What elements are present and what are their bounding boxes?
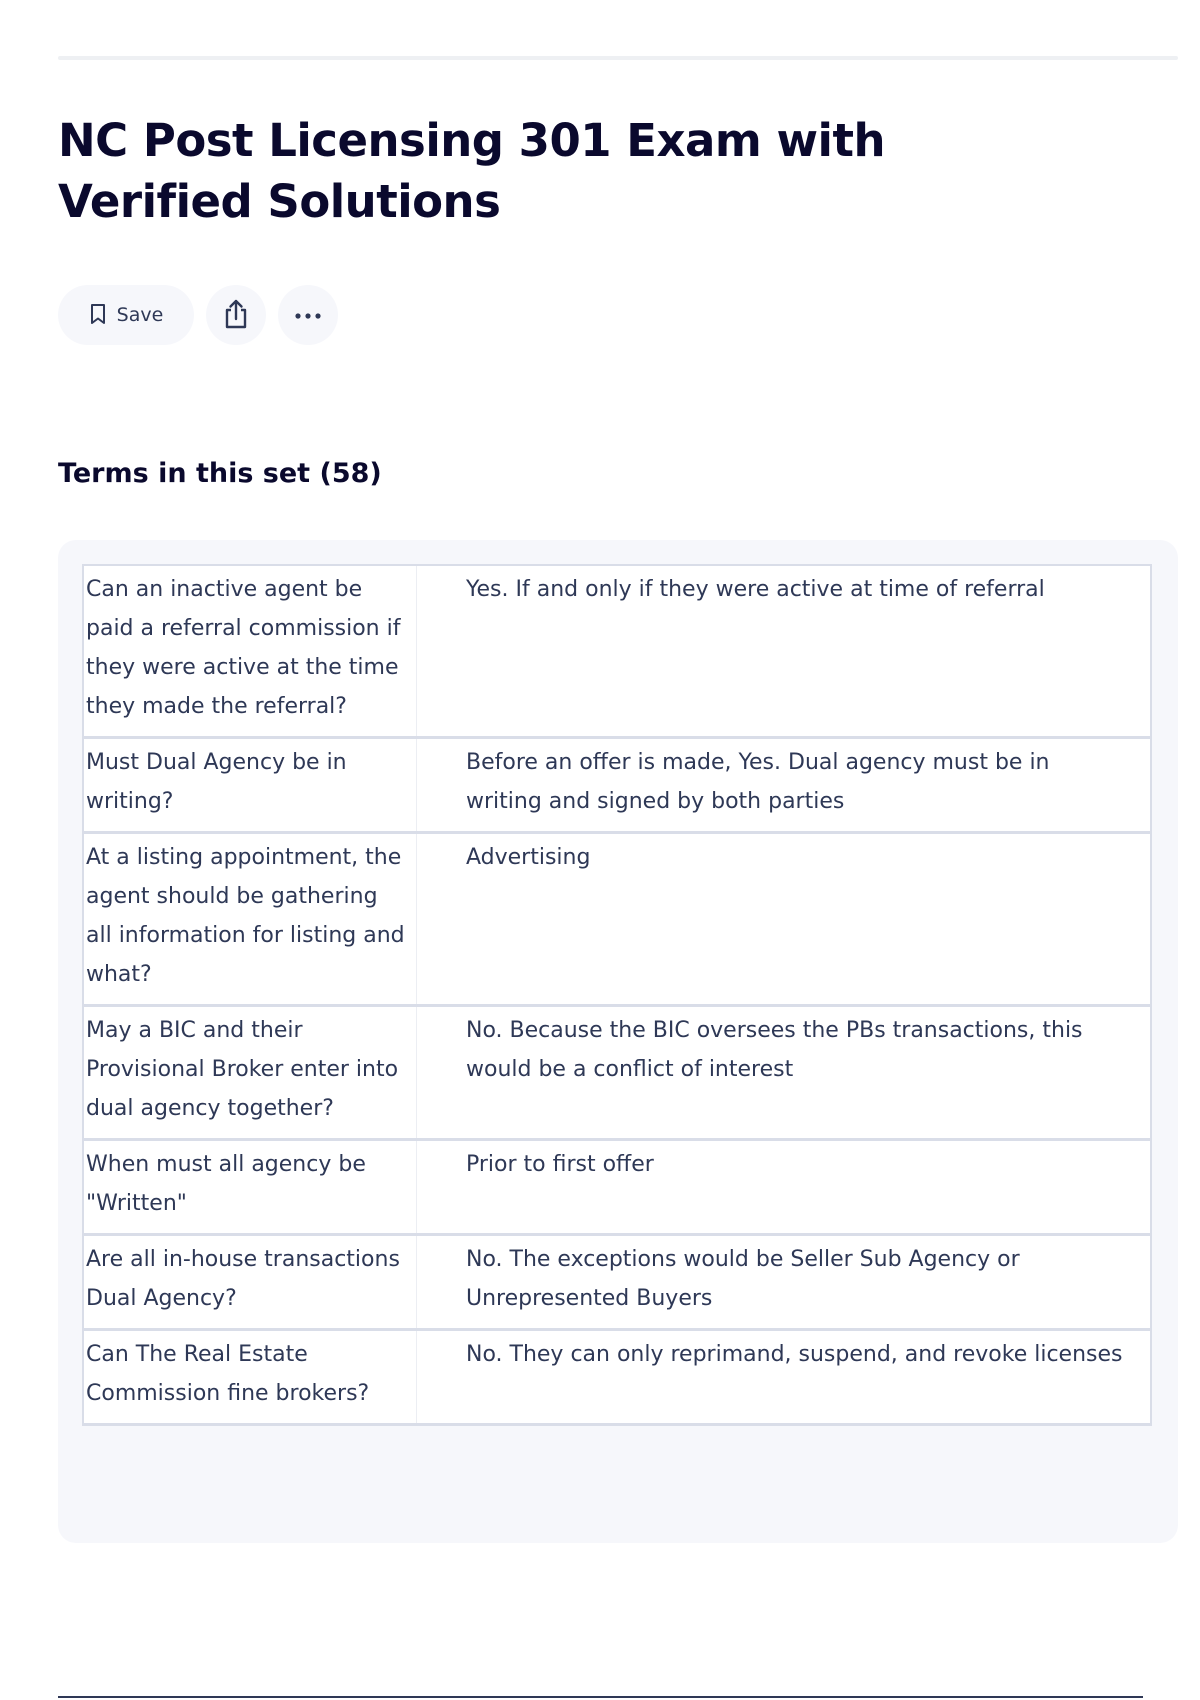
term-cell: When must all agency be "Written" (83, 1140, 417, 1235)
definition-cell: Yes. If and only if they were active at time of referral (466, 577, 1045, 602)
term-cell: Can an inactive agent be paid a referral commission if they were active at the time they made the referral? (83, 565, 417, 738)
term-cell: At a listing appointment, the agent should be gathering all information for listing and what? (83, 833, 417, 1006)
definition-cell: No. The exceptions would be Seller Sub Agency or Unrepresented Buyers (466, 1247, 1020, 1311)
terms-table (82, 564, 1152, 1426)
top-divider (58, 56, 1178, 60)
bottom-divider (58, 1696, 1143, 1698)
terms-heading: Terms in this set (58) (58, 458, 382, 489)
more-options-button[interactable] (278, 285, 338, 345)
save-label: Save (116, 304, 164, 326)
more-horizontal-icon (294, 308, 322, 323)
term-cell: Must Dual Agency be in writing? (83, 738, 417, 833)
page-title: NC Post Licensing 301 Exam with Verified Solutions (58, 114, 885, 228)
definition-cell: No. Because the BIC oversees the PBs transactions, this would be a conflict of interest (466, 1018, 1083, 1082)
term-cell: Are all in-house transactions Dual Agency? (83, 1235, 417, 1330)
definition-cell: Before an offer is made, Yes. Dual agency must be in writing and signed by both parties (466, 750, 1050, 814)
table-row (83, 1330, 1151, 1425)
definition-cell: Prior to first offer (466, 1152, 654, 1177)
table-row (83, 1006, 1151, 1140)
definition-cell: Advertising (466, 845, 591, 870)
bookmark-icon (89, 303, 107, 328)
term-cell: May a BIC and their Provisional Broker enter into dual agency together? (83, 1006, 417, 1140)
term-cell: Can The Real Estate Commission fine brokers? (83, 1330, 417, 1425)
table-row (83, 1235, 1151, 1330)
table-row (83, 738, 1151, 833)
table-row (83, 565, 1151, 738)
definition-cell: No. They can only reprimand, suspend, and revoke licenses (466, 1342, 1123, 1367)
table-row (83, 1140, 1151, 1235)
save-button[interactable] (58, 285, 194, 345)
table-row (83, 833, 1151, 1006)
share-icon (222, 298, 250, 333)
share-button[interactable] (206, 285, 266, 345)
action-bar (58, 285, 338, 345)
